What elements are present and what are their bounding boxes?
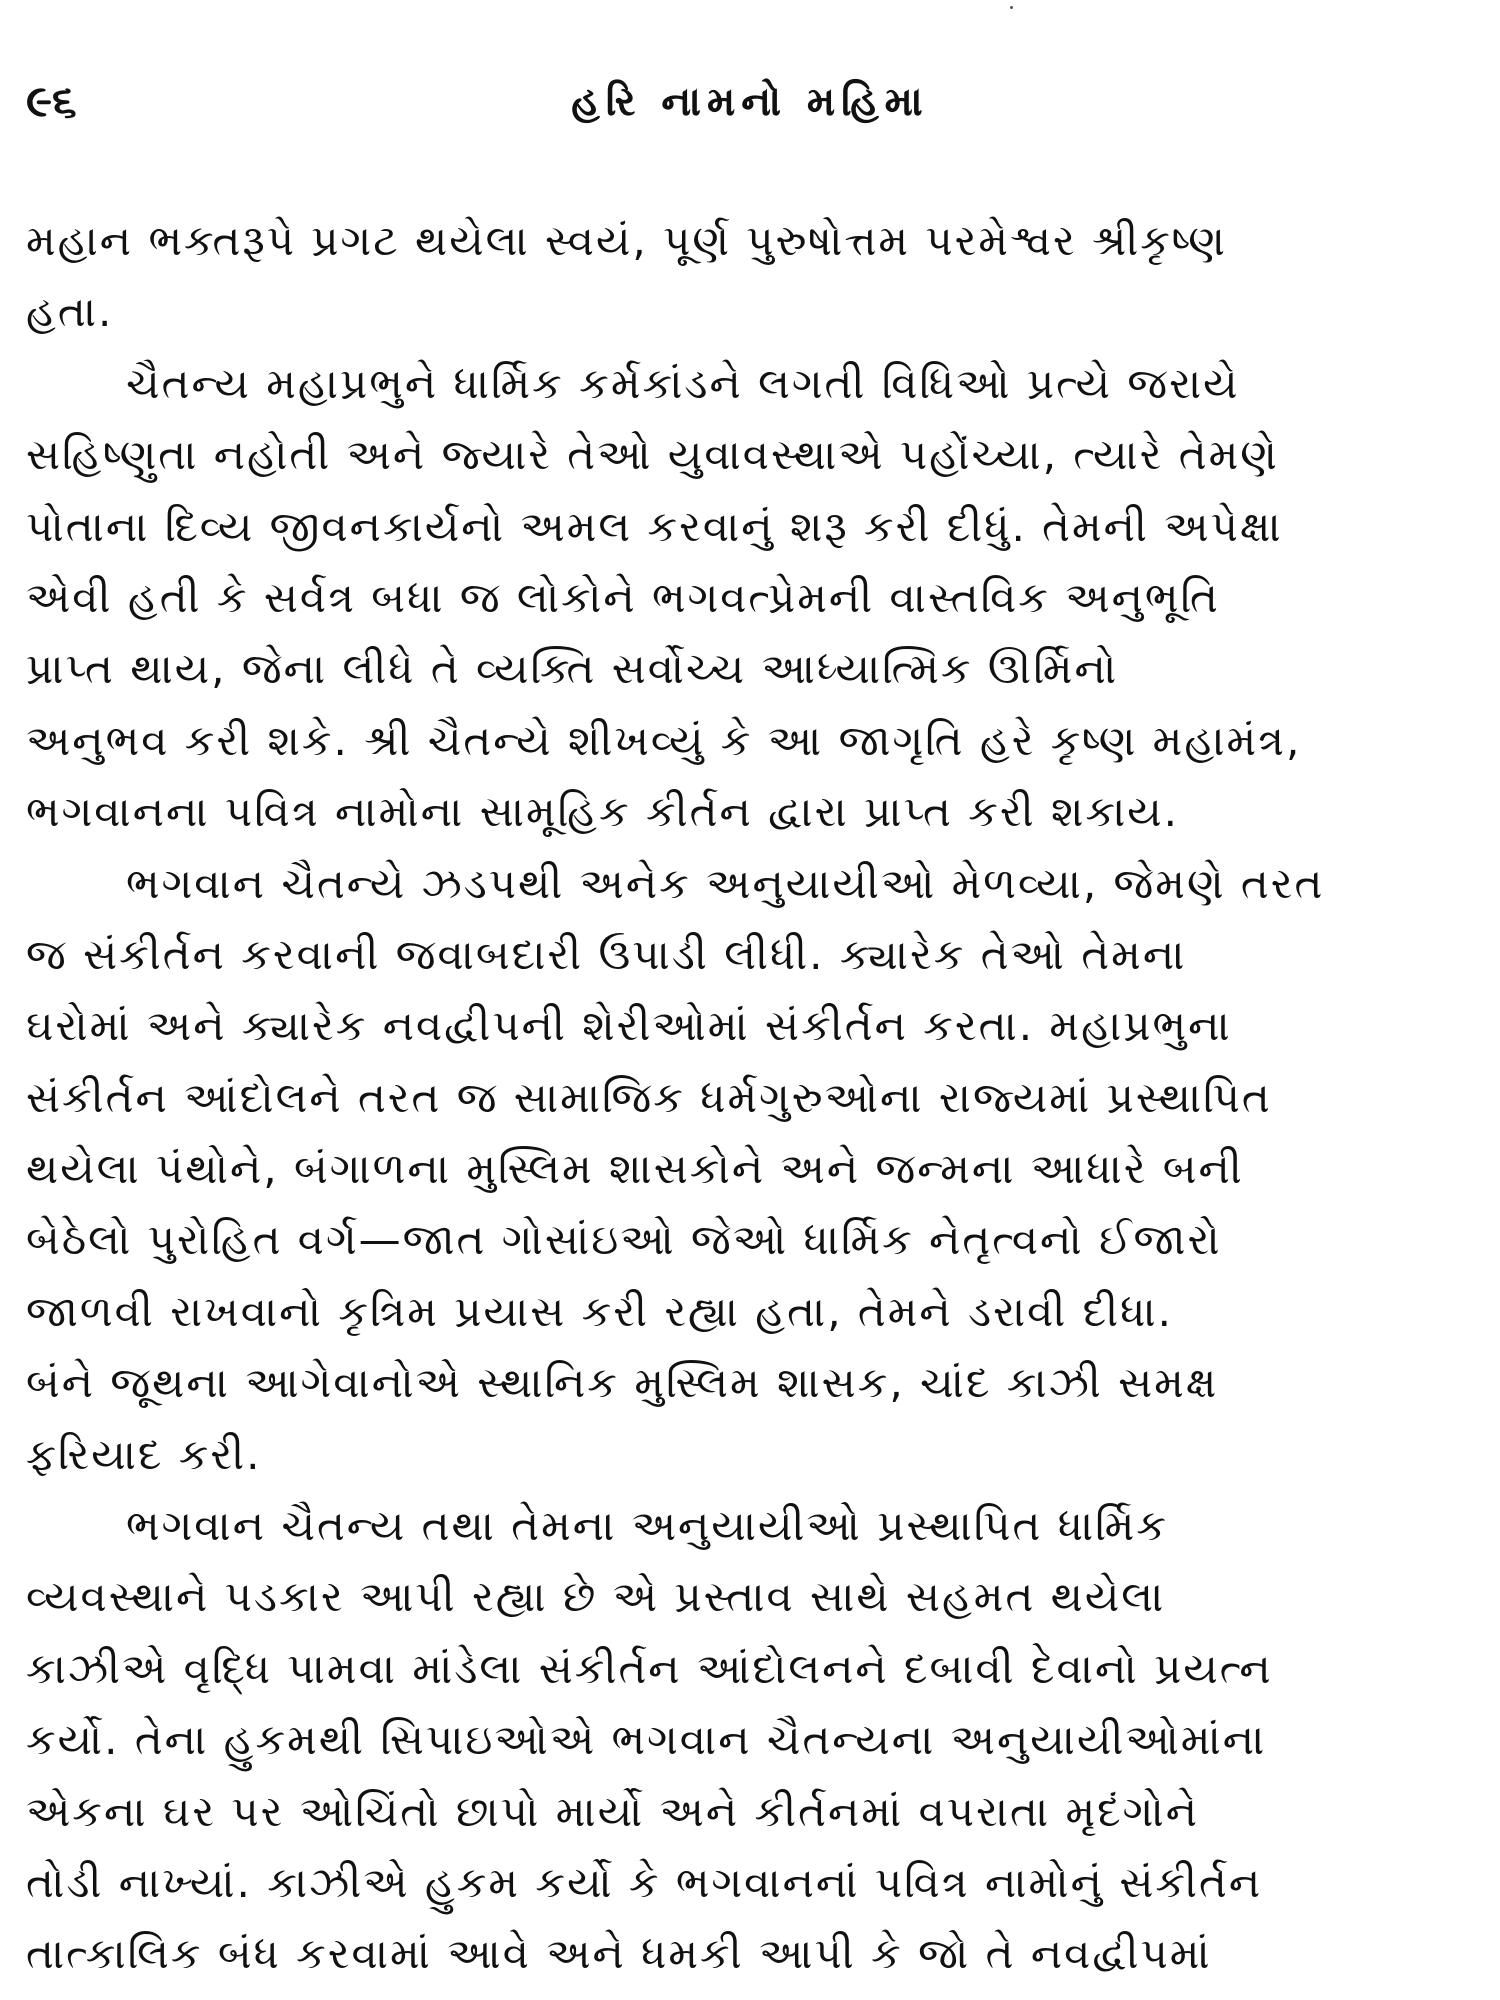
text-line: એકના ઘર પર ઓચિંતો છાપો માર્યો અને કીર્તનમાં વપરાતા મૃદંગોને <box>26 1786 1200 1836</box>
text-line: ચૈતન્ય મહાપ્રભુને ધાર્મિક કર્મકાંડને લગતી વિધિઓ પ્રત્યે જરાયે <box>126 358 1240 408</box>
text-line: તાત્કાલિક બંધ કરવામાં આવે અને ધમકી આપી કે જો તે નવદ્વીપમાં <box>26 1929 1212 1979</box>
text-line: પ્રાપ્ત થાય, જેના લીધે તે વ્યક્તિ સર્વોચ્ચ આધ્યાત્મિક ઊર્મિનો <box>26 644 1119 694</box>
text-line: સંકીર્તન આંદોલને તરત જ સામાજિક ધર્મગુરુઓના રાજ્યમાં પ્રસ્થાપિત <box>26 1072 1272 1122</box>
text-line: અનુભવ કરી શકે. શ્રી ચૈતન્યે શીખવ્યું કે આ જાગૃતિ હરે કૃષ્ણ મહામંત્ર, <box>26 715 1302 765</box>
text-line: જાળવી રાખવાનો કૃત્રિમ પ્રયાસ કરી રહ્યા હતા, તેમને ડરાવી દીધા. <box>26 1286 1173 1336</box>
scan-speck <box>1010 6 1013 9</box>
text-line: પોતાના દિવ્ય જીવનકાર્યનો અમલ કરવાનું શરૂ કરી દીધું. તેમની અપેક્ષા <box>26 501 1283 551</box>
text-line: કર્યો. તેના હુકમથી સિપાઇઓએ ભગવાન ચૈતન્યના અનુયાયીઓમાંના <box>26 1715 1267 1765</box>
text-line: સહિષ્ણુતા નહોતી અને જ્યારે તેઓ યુવાવસ્થાએ પહોંચ્યા, ત્યારે તેમણે <box>26 430 1279 480</box>
text-line: એવી હતી કે સર્વત્ર બધા જ લોકોને ભગવત્પ્રેમની વાસ્તવિક અનુભૂતિ <box>26 572 1220 622</box>
page-header <box>0 72 1500 132</box>
text-line: કાઝીએ વૃદ્ધિ પામવા માંડેલા સંકીર્તન આંદોલનને દબાવી દેવાનો પ્રયત્ન <box>26 1643 1273 1693</box>
body-text <box>26 205 1476 1990</box>
text-line: ભગવાન ચૈતન્ય તથા તેમના અનુયાયીઓ પ્રસ્થાપિત ધાર્મિક <box>126 1501 1168 1551</box>
text-line: બંને જૂથના આગેવાનોએ સ્થાનિક મુસ્લિમ શાસક, ચાંદ કાઝી સમક્ષ <box>26 1358 1219 1408</box>
text-line: જ સંકીર્તન કરવાની જવાબદારી ઉપાડી લીધી. ક્યારેક તેઓ તેમના <box>26 929 1187 979</box>
text-line: હતા. <box>26 287 114 337</box>
running-title: હરિ નામનો મહિમા <box>571 79 929 125</box>
text-line: ભગવાનના પવિત્ર નામોના સામૂહિક કીર્તન દ્વારા પ્રાપ્ત કરી શકાય. <box>26 787 1180 837</box>
text-line: બેઠેલો પુરોહિત વર્ગ—જાત ગોસાંઇઓ જેઓ ધાર્મિક નેતૃત્વનો ઈજારો <box>26 1215 1222 1265</box>
text-line: મહાન ભક્તરૂપે પ્રગટ થયેલા સ્વયં, પૂર્ણ પુરુષોત્તમ પરમેશ્વર શ્રીકૃષ્ણ <box>26 216 1227 265</box>
page-number: ૯૬ <box>26 76 77 127</box>
text-line: વ્યવસ્થાને પડકાર આપી રહ્યા છે એ પ્રસ્તાવ સાથે સહમત થયેલા <box>26 1572 1166 1622</box>
text-line: તોડી નાખ્યાં. કાઝીએ હુકમ કર્યો કે ભગવાનનાં પવિત્ર નામોનું સંકીર્તન <box>26 1857 1263 1907</box>
text-line: ફરિયાદ કરી. <box>26 1429 262 1479</box>
text-line: ઘરોમાં અને ક્યારેક નવદ્વીપની શેરીઓમાં સંકીર્તન કરતા. મહાપ્રભુના <box>26 1001 1232 1051</box>
text-line: ભગવાન ચૈતન્યે ઝડપથી અનેક અનુયાયીઓ મેળવ્યા, જેમણે તરત <box>126 858 1325 908</box>
text-line: થયેલા પંથોને, બંગાળના મુસ્લિમ શાસકોને અને જન્મના આધારે બની <box>26 1144 1244 1194</box>
